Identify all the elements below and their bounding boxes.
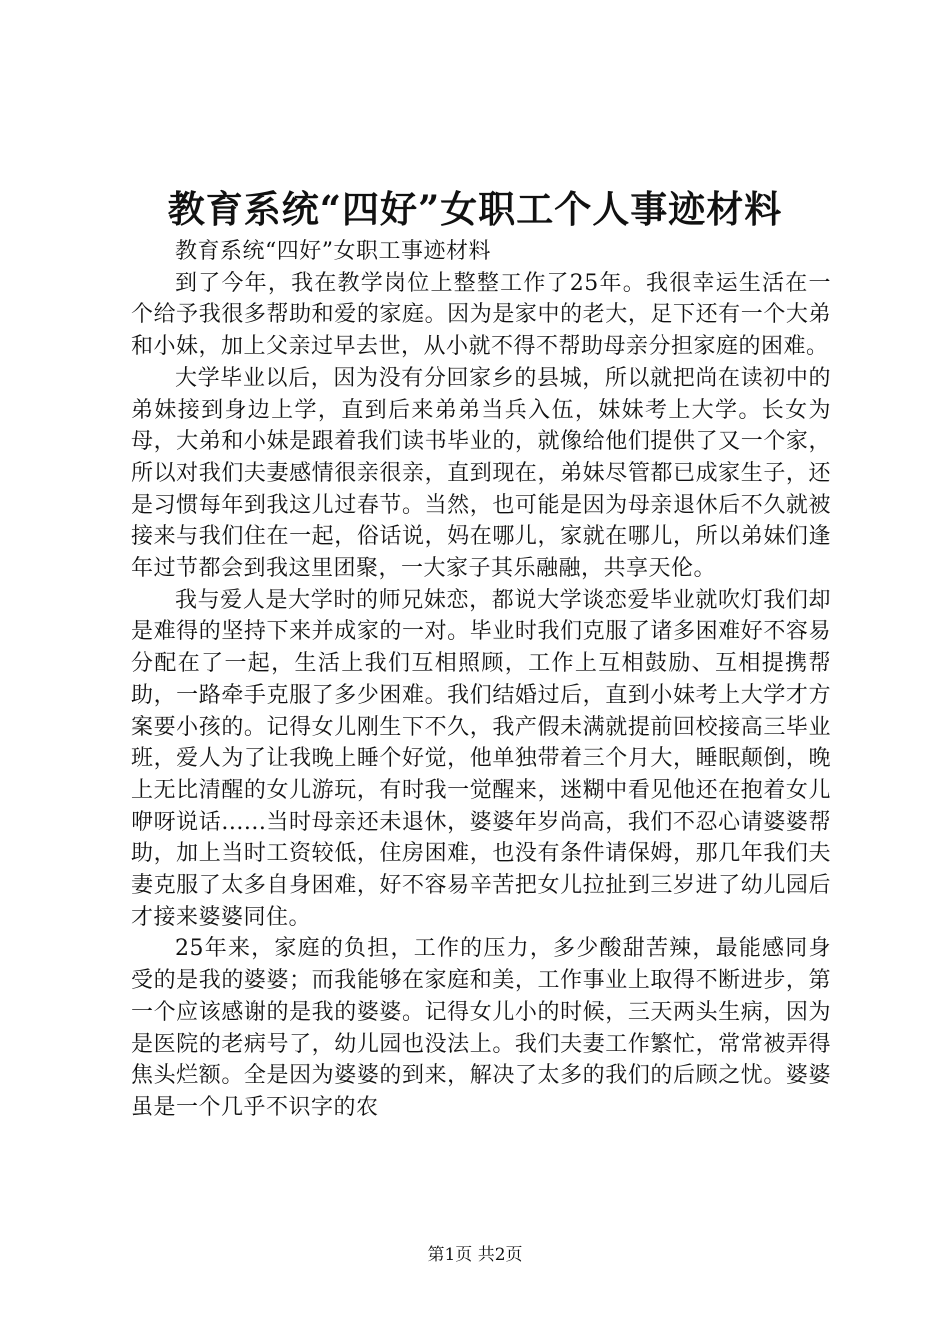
page-number-footer: 第1页 共2页	[427, 1245, 523, 1265]
paragraph: 大学毕业以后，因为没有分回家乡的县城，所以就把尚在读初中的弟妹接到身边上学，直到后来弟弟当兵入伍，妹妹考上大学。长女为母，大弟和小妹是跟着我们读书毕业的，就像给他们提供了又一个家，所以对我们夫妻感情很亲很亲，直到现在，弟妹尽管都已成家生子，还是习惯每年到我这儿过春节。当然，也可能是因为母亲退休后不久就被接来与我们住在一起，俗话说，妈在哪儿，家就在哪儿，所以弟妹们逢年过节都会到我这里团聚，一大家子其乐融融，共享天伦。	[131, 365, 831, 582]
document-body	[131, 236, 831, 1124]
subtitle-paragraph: 教育系统“四好”女职工事迹材料	[175, 239, 491, 264]
paragraph: 25年来，家庭的负担，工作的压力，多少酸甜苦辣，最能感同身受的是我的婆婆；而我能够在家庭和美，工作事业上取得不断进步，第一个应该感谢的是我的婆婆。记得女儿小的时候，三天两头生病，因为是医院的老病号了，幼儿园也没法上。我们夫妻工作繁忙，常常被弄得焦头烂额。全是因为婆婆的到来，解决了太多的我们的后顾之忧。婆婆虽是一个几乎不识字的农	[131, 936, 831, 1120]
document-title: 教育系统“四好”女职工个人事迹材料	[167, 187, 783, 231]
paragraph: 我与爱人是大学时的师兄妹恋，都说大学谈恋爱毕业就吹灯我们却是难得的坚持下来并成家的一对。毕业时我们克服了诸多困难好不容易分配在了一起，生活上我们互相照顾，工作上互相鼓励、互相提携帮助，一路牵手克服了多少困难。我们结婚过后，直到小妹考上大学才方案要小孩的。记得女儿刚生下不久，我产假未满就提前回校接高三毕业班，爱人为了让我晚上睡个好觉，他单独带着三个月大，睡眠颠倒，晚上无比清醒的女儿游玩，有时我一觉醒来，迷糊中看见他还在抱着女儿咿呀说话......当时母亲还未退休，婆婆年岁尚高，我们不忍心请婆婆帮助，加上当时工资较低，住房困难，也没有条件请保姆，那几年我们夫妻克服了太多自身困难，好不容易辛苦把女儿拉扯到三岁进了幼儿园后才接来婆婆同住。	[131, 587, 831, 930]
paragraph: 到了今年，我在教学岗位上整整工作了25年。我很幸运生活在一个给予我很多帮助和爱的家庭。因为是家中的老大，足下还有一个大弟和小妹，加上父亲过早去世，从小就不得不帮助母亲分担家庭的困难。	[131, 270, 831, 360]
